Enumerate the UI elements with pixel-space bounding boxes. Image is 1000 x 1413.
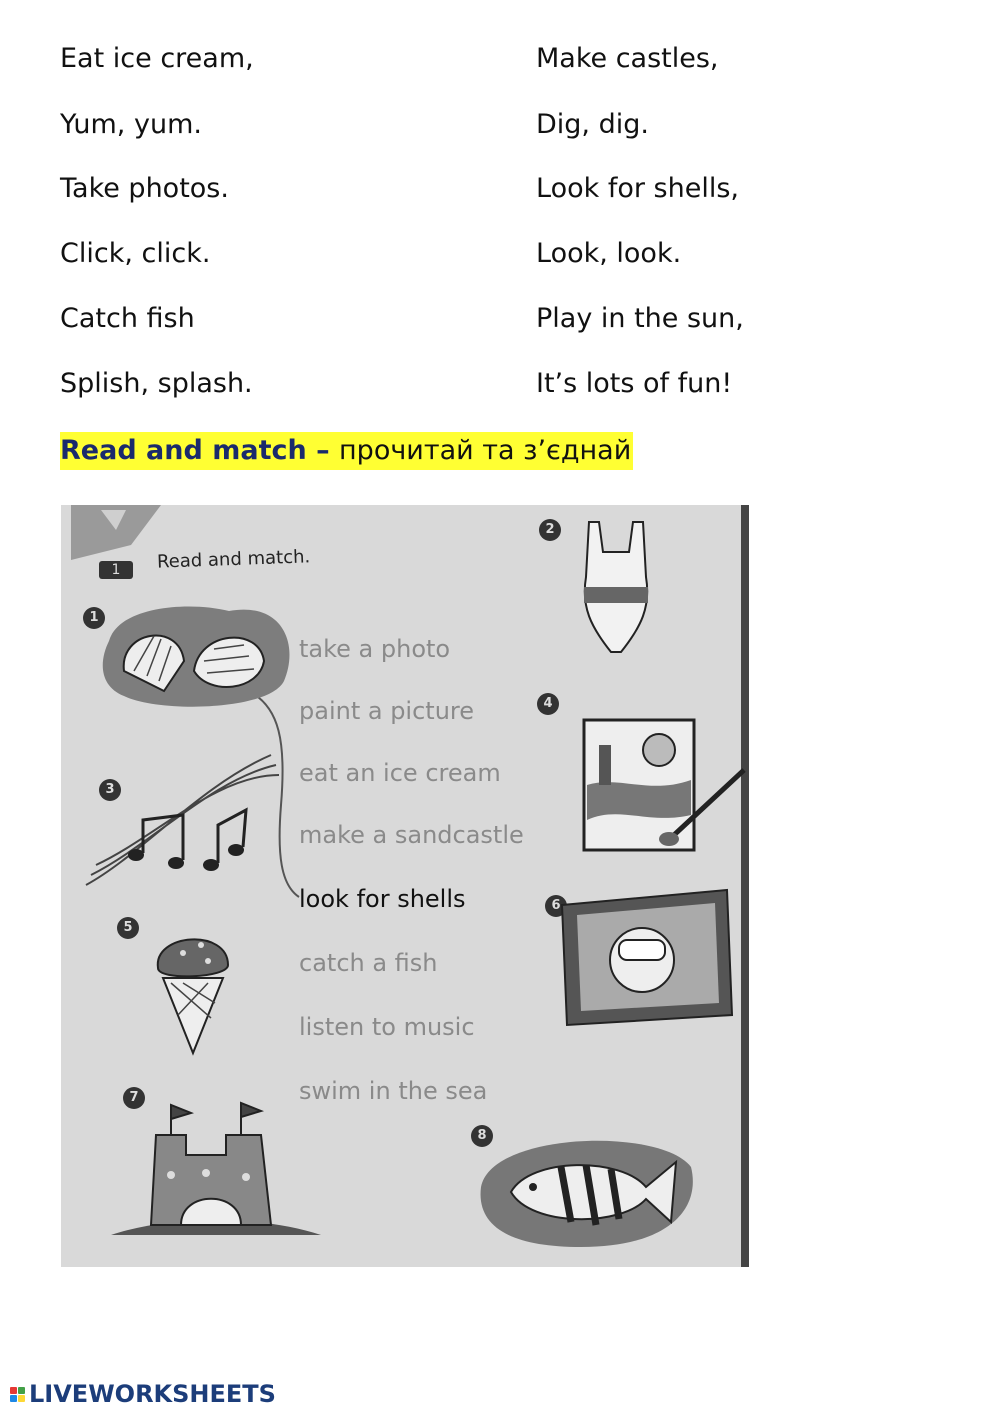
- poem-right-line: Play in the sun,: [536, 303, 744, 334]
- instruction-english: Read and match: [60, 435, 307, 466]
- logo-square: [18, 1387, 25, 1394]
- poem-right-line: Look, look.: [536, 238, 682, 269]
- fish-icon: [471, 1127, 701, 1252]
- logo-square: [10, 1395, 17, 1402]
- item-number: 4: [537, 693, 559, 715]
- item-number: 5: [117, 917, 139, 939]
- poem-left-line: Yum, yum.: [60, 109, 202, 140]
- painting-icon: [579, 715, 749, 855]
- phrase-option[interactable]: paint a picture: [299, 697, 475, 725]
- poem-left-line: Take photos.: [60, 173, 229, 204]
- item-number: 3: [99, 779, 121, 801]
- poem-left-line: Click, click.: [60, 238, 211, 269]
- sandcastle-icon: [111, 1095, 321, 1245]
- phrase-option[interactable]: listen to music: [299, 1013, 475, 1041]
- instruction-ukrainian: прочитай та з’єднай: [339, 435, 632, 466]
- brand-name: LIVEWORKSHEETS: [29, 1380, 276, 1408]
- phrase-option[interactable]: catch a fish: [299, 949, 438, 977]
- phrase-option[interactable]: swim in the sea: [299, 1077, 488, 1105]
- item-number: 6: [545, 895, 567, 917]
- music-notes-icon: [81, 745, 281, 895]
- ice-cream-icon: [153, 923, 233, 1058]
- phrase-option[interactable]: take a photo: [299, 635, 451, 663]
- item-number: 2: [539, 519, 561, 541]
- poem-right-line: Make castles,: [536, 43, 719, 74]
- poem-left-line: Splish, splash.: [60, 368, 253, 399]
- poem-left-line: Eat ice cream,: [60, 43, 254, 74]
- item-number: 7: [123, 1087, 145, 1109]
- liveworksheets-logo: [10, 1380, 276, 1408]
- poem-right-line: Look for shells,: [536, 173, 739, 204]
- exercise-title: Read and match.: [156, 546, 311, 573]
- page-edge: [741, 505, 749, 1267]
- shells-icon: [99, 601, 299, 713]
- poem-left-line: Catch fish: [60, 303, 195, 334]
- logo-square: [10, 1387, 17, 1394]
- item-number: 8: [471, 1125, 493, 1147]
- phrase-option-answered[interactable]: look for shells: [299, 885, 466, 913]
- item-number: 1: [83, 607, 105, 629]
- logo-grid-icon: [10, 1387, 25, 1402]
- logo-square: [18, 1395, 25, 1402]
- instruction-heading: [60, 432, 633, 470]
- poem-right-line: It’s lots of fun!: [536, 368, 733, 399]
- phrase-option[interactable]: make a sandcastle: [299, 821, 524, 849]
- exercise-badge: 1: [99, 561, 133, 579]
- diver-photo-icon: [557, 885, 737, 1030]
- poem-right-line: Dig, dig.: [536, 109, 649, 140]
- swimsuit-icon: [571, 517, 661, 662]
- textbook-photo: [61, 505, 749, 1267]
- instruction-separator: –: [306, 435, 340, 466]
- phrase-option[interactable]: eat an ice cream: [299, 759, 501, 787]
